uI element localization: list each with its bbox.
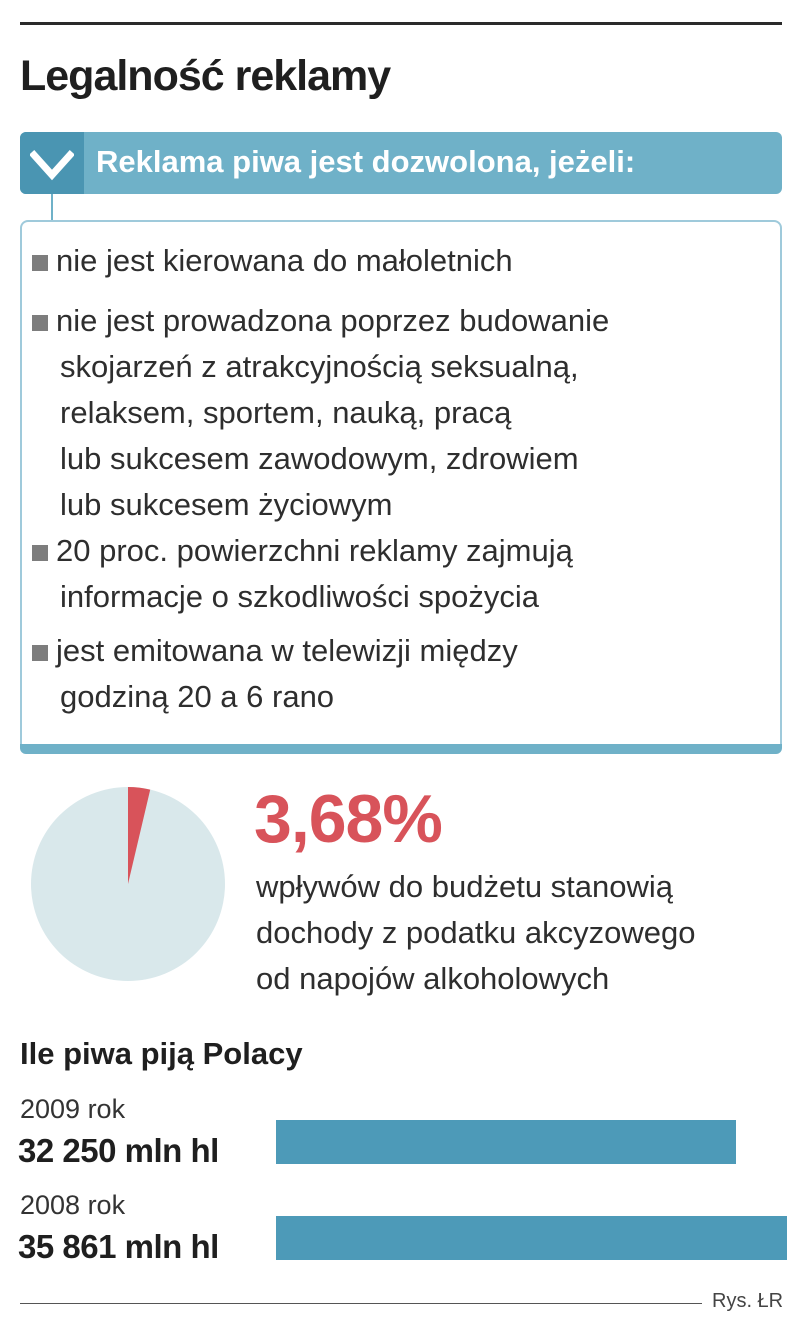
condition-line: skojarzeń z atrakcyjnością seksualną, bbox=[60, 349, 579, 384]
pie-description bbox=[256, 864, 695, 1002]
condition-item bbox=[32, 628, 518, 720]
condition-line: informacje o szkodliwości spożycia bbox=[60, 579, 539, 614]
bar-category-label: 2008 rok bbox=[20, 1190, 126, 1220]
condition-item bbox=[32, 238, 513, 284]
pie-chart bbox=[30, 786, 226, 982]
bullet-icon bbox=[32, 545, 48, 561]
bar-category-label: 2009 rok bbox=[20, 1094, 126, 1124]
top-rule bbox=[20, 22, 782, 25]
bottom-rule bbox=[20, 1303, 702, 1304]
condition-line: lub sukcesem zawodowym, zdrowiem bbox=[60, 441, 579, 476]
condition-line: lub sukcesem życiowym bbox=[60, 487, 393, 522]
bar-2009-rok bbox=[276, 1120, 736, 1164]
bullet-icon bbox=[32, 645, 48, 661]
credit-label: Rys. ŁR bbox=[712, 1290, 784, 1312]
condition-line: relaksem, sportem, nauką, pracą bbox=[60, 395, 512, 430]
bar-chart-title: Ile piwa piją Polacy bbox=[20, 1036, 303, 1071]
condition-item bbox=[32, 528, 573, 620]
condition-line: nie jest prowadzona poprzez budowanie bbox=[56, 303, 610, 338]
banner-text: Reklama piwa jest dozwolona, jeżeli: bbox=[96, 144, 636, 179]
bar-value-label: 32 250 mln hl bbox=[18, 1132, 219, 1169]
pie-description-line: wpływów do budżetu stanowią bbox=[256, 869, 674, 904]
panel-footer-bar bbox=[20, 744, 782, 754]
page-title: Legalność reklamy bbox=[20, 52, 391, 100]
condition-line: godziną 20 a 6 rano bbox=[60, 679, 335, 714]
condition-line: 20 proc. powierzchni reklamy zajmują bbox=[56, 533, 573, 568]
bullet-icon bbox=[32, 315, 48, 331]
bar-2008-rok bbox=[276, 1216, 787, 1260]
checkmark-icon bbox=[20, 132, 84, 194]
condition-item bbox=[32, 298, 609, 528]
banner-connector bbox=[51, 194, 53, 220]
condition-line: nie jest kierowana do małoletnich bbox=[56, 243, 513, 278]
pie-value-label: 3,68% bbox=[254, 781, 442, 857]
condition-line: jest emitowana w telewizji między bbox=[56, 633, 518, 668]
bar-value-label: 35 861 mln hl bbox=[18, 1228, 219, 1265]
pie-description-line: od napojów alkoholowych bbox=[256, 961, 610, 996]
bullet-icon bbox=[32, 255, 48, 271]
pie-description-line: dochody z podatku akcyzowego bbox=[256, 915, 696, 950]
